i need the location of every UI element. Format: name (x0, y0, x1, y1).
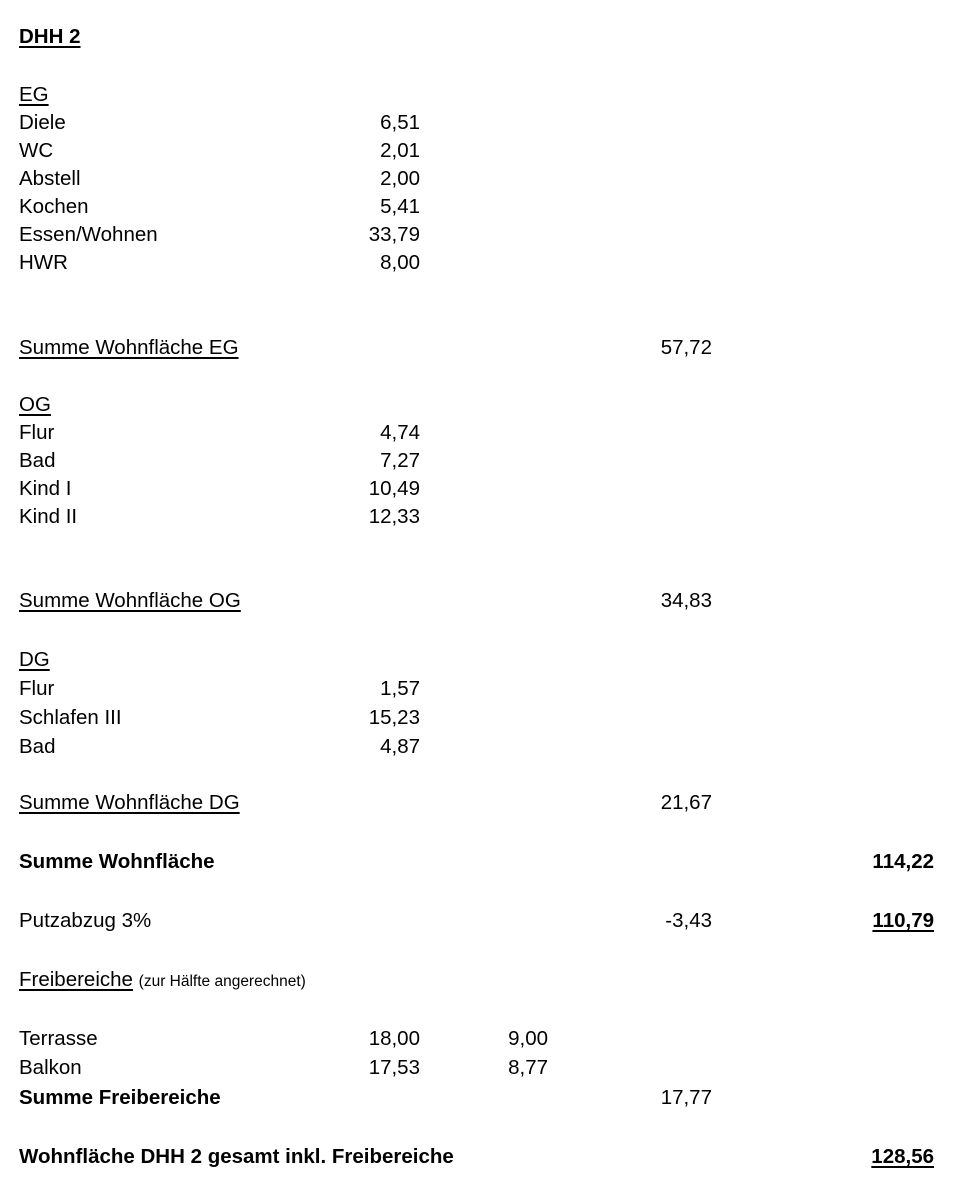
frei-item-area: 18,00 (368, 1027, 420, 1050)
eg-room-area: 8,00 (380, 251, 420, 274)
eg-room-area: 5,41 (380, 195, 420, 218)
dg-sum-label: Summe Wohnfläche DG (19, 791, 240, 814)
og-room-name: Kind I (19, 477, 72, 500)
putz-label: Putzabzug 3% (19, 909, 152, 932)
eg-heading: EG (19, 83, 49, 106)
og-room-area: 4,74 (380, 421, 420, 444)
frei-item-name: Balkon (19, 1056, 82, 1079)
frei-note: (zur Hälfte angerechnet) (138, 973, 306, 990)
eg-room-name: Kochen (19, 195, 89, 218)
document-title: DHH 2 (19, 25, 81, 48)
putz-result: 110,79 (872, 909, 934, 932)
og-sum-label: Summe Wohnfläche OG (19, 589, 241, 612)
eg-room-name: Diele (19, 111, 66, 134)
dg-heading: DG (19, 648, 50, 671)
frei-item-half: 9,00 (508, 1027, 548, 1050)
og-sum-value: 34,83 (660, 589, 712, 612)
og-room-name: Kind II (19, 505, 78, 528)
putz-deduction: -3,43 (665, 909, 712, 932)
eg-room-area: 2,01 (380, 139, 420, 162)
eg-room-name: Abstell (19, 167, 81, 190)
dg-room-area: 15,23 (368, 706, 420, 729)
eg-room-area: 2,00 (380, 167, 420, 190)
og-room-area: 10,49 (368, 477, 420, 500)
eg-room-name: HWR (19, 251, 68, 274)
dg-room-name: Bad (19, 735, 56, 758)
frei-heading: Freibereiche (19, 968, 133, 991)
total-value: 114,22 (872, 850, 934, 873)
og-room-area: 12,33 (368, 505, 420, 528)
frei-item-name: Terrasse (19, 1027, 98, 1050)
dg-room-area: 4,87 (380, 735, 420, 758)
og-room-area: 7,27 (380, 449, 420, 472)
dg-room-name: Flur (19, 677, 55, 700)
og-room-name: Flur (19, 421, 55, 444)
eg-room-area: 33,79 (368, 223, 420, 246)
frei-sum-value: 17,77 (660, 1086, 712, 1109)
eg-room-area: 6,51 (380, 111, 420, 134)
eg-sum-value: 57,72 (660, 336, 712, 359)
frei-item-half: 8,77 (508, 1056, 548, 1079)
dg-room-name: Schlafen III (19, 706, 122, 729)
frei-item-area: 17,53 (368, 1056, 420, 1079)
og-heading: OG (19, 393, 51, 416)
grand-total-label: Wohnfläche DHH 2 gesamt inkl. Freibereiche (19, 1145, 454, 1168)
eg-room-name: WC (19, 139, 54, 162)
eg-room-name: Essen/Wohnen (19, 223, 158, 246)
og-room-name: Bad (19, 449, 56, 472)
grand-total-value: 128,56 (871, 1145, 934, 1168)
total-label: Summe Wohnfläche (19, 850, 215, 873)
frei-sum-label: Summe Freibereiche (19, 1086, 221, 1109)
frei-heading-line (19, 970, 306, 991)
dg-sum-value: 21,67 (660, 791, 712, 814)
dg-room-area: 1,57 (380, 677, 420, 700)
eg-sum-label: Summe Wohnfläche EG (19, 336, 239, 359)
